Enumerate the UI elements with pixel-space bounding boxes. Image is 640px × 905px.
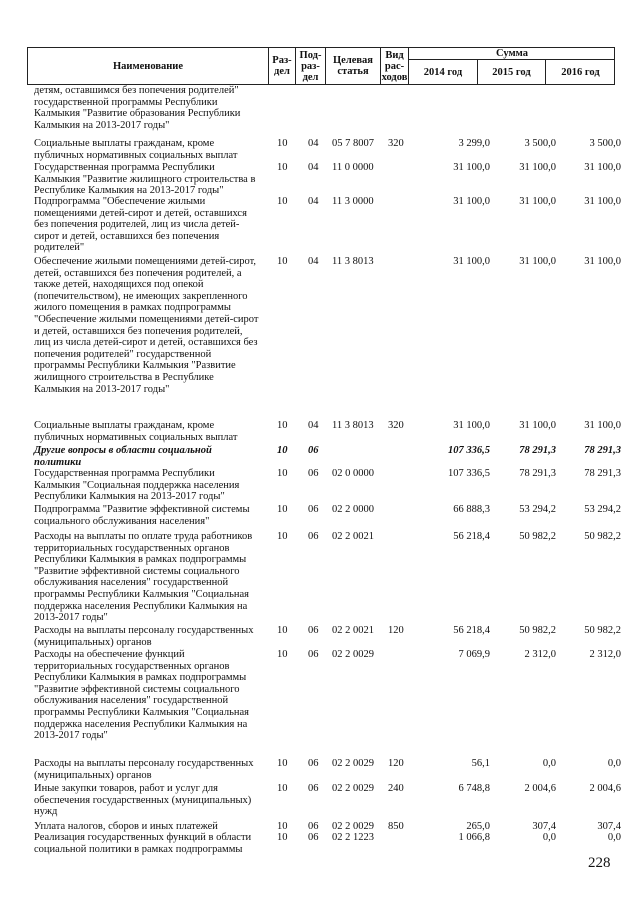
row-name: Обеспечение жилыми помещениями детей-сирот, детей, оставшихся без попечения родителей, а также детей, находящихся под опекой (попечительством), не имеющих закрепленного жилого помещения в рамках подпрограммы "Обеспечение жилыми помещениями детей-сирот и детей, оставшихся без попечения родителей, лиц из числа детей-сирот и детей, оставшихся без попечения родителей" государственной программы Республики Калмыкия "Развитие жилищного строительства в Республике Калмыкия на 2013-2017 годы" — [34, 256, 259, 395]
col-header-2016: 2016 год — [561, 66, 600, 78]
row-razdel: 10 — [277, 832, 288, 843]
row-name: Расходы на выплаты персоналу государственных (муниципальных) органов — [34, 625, 254, 648]
page-number: 228 — [588, 855, 611, 871]
row-sum-2016: 50 982,2 — [584, 531, 621, 542]
row-sum-2015: 2 004,6 — [524, 783, 556, 794]
row-sum-2015: 31 100,0 — [519, 162, 556, 173]
row-sum-2015: 3 500,0 — [524, 138, 556, 149]
row-sum-2014: 265,0 — [466, 821, 490, 832]
row-sum-2016: 2 312,0 — [589, 649, 621, 660]
row-sum-2015: 307,4 — [532, 821, 556, 832]
table-header — [27, 47, 615, 85]
row-vid: 240 — [388, 783, 404, 794]
row-sum-2014: 56 218,4 — [453, 531, 490, 542]
row-celevaya: 02 2 0021 — [332, 625, 374, 636]
row-vid: 320 — [388, 420, 404, 431]
row-sum-2015: 0,0 — [542, 758, 556, 769]
row-celevaya: 05 7 8007 — [332, 138, 374, 149]
row-celevaya: 02 2 0029 — [332, 758, 374, 769]
row-sum-2015: 31 100,0 — [519, 420, 556, 431]
row-name: Государственная программа Республики Калмыкия "Развитие жилищного строительства в Республике Калмыкия на 2013-2017 годы" — [34, 162, 256, 197]
row-podrazdel: 06 — [308, 445, 319, 456]
row-sum-2014: 6 748,8 — [458, 783, 490, 794]
row-sum-2015: 31 100,0 — [519, 256, 556, 267]
row-razdel: 10 — [277, 196, 288, 207]
row-sum-2016: 50 982,2 — [584, 625, 621, 636]
row-podrazdel: 06 — [308, 821, 319, 832]
row-sum-2016: 0,0 — [607, 758, 621, 769]
row-name: Расходы на выплаты персоналу государственных (муниципальных) органов — [34, 758, 254, 781]
row-razdel: 10 — [277, 256, 288, 267]
row-sum-2014: 31 100,0 — [453, 196, 490, 207]
row-sum-2015: 2 312,0 — [524, 649, 556, 660]
row-podrazdel: 06 — [308, 504, 319, 515]
row-podrazdel: 04 — [308, 138, 319, 149]
row-sum-2014: 56 218,4 — [453, 625, 490, 636]
row-sum-2014: 31 100,0 — [453, 256, 490, 267]
row-podrazdel: 04 — [308, 420, 319, 431]
row-podrazdel: 06 — [308, 758, 319, 769]
row-razdel: 10 — [277, 531, 288, 542]
row-name: Подпрограмма "Обеспечение жилыми помещениями детей-сирот и детей, оставшихся без попечения родителей, лиц из числа детей-сирот и детей, оставшихся без попечения родителей" — [34, 196, 247, 254]
row-sum-2014: 3 299,0 — [458, 138, 490, 149]
row-podrazdel: 06 — [308, 468, 319, 479]
col-header-2015: 2015 год — [478, 60, 546, 84]
row-podrazdel: 06 — [308, 531, 319, 542]
row-celevaya: 02 2 0021 — [332, 531, 374, 542]
row-name: Социальные выплаты гражданам, кроме публичных нормативных социальных выплат — [34, 138, 238, 161]
col-header-name: Наименование — [28, 48, 269, 84]
row-podrazdel: 04 — [308, 256, 319, 267]
row-sum-2014: 7 069,9 — [458, 649, 490, 660]
row-sum-2016: 31 100,0 — [584, 420, 621, 431]
row-podrazdel: 06 — [308, 649, 319, 660]
row-razdel: 10 — [277, 468, 288, 479]
row-celevaya: 11 3 8013 — [332, 256, 374, 267]
row-razdel: 10 — [277, 783, 288, 794]
row-celevaya: 02 2 1223 — [332, 832, 374, 843]
row-sum-2015: 50 982,2 — [519, 625, 556, 636]
row-name: Уплата налогов, сборов и иных платежей — [34, 821, 218, 832]
row-sum-2015: 53 294,2 — [519, 504, 556, 515]
row-sum-2016: 31 100,0 — [584, 196, 621, 207]
row-name: Расходы на выплаты по оплате труда работников территориальных государственных органов Республики Калмыкия в рамках подпрограммы "Развитие эффективной системы социального обслуживания населения" государственной программы Республики Калмыкия "Социальная поддержка населения Республики Калмыкия на 2013-2017 годы" — [34, 531, 253, 624]
row-podrazdel: 04 — [308, 196, 319, 207]
row-celevaya: 02 2 0000 — [332, 504, 374, 515]
row-sum-2015: 78 291,3 — [519, 468, 556, 479]
row-razdel: 10 — [277, 420, 288, 431]
row-sum-2015: 78 291,3 — [519, 445, 556, 456]
row-sum-2016: 307,4 — [597, 821, 621, 832]
row-sum-2014: 31 100,0 — [453, 162, 490, 173]
row-vid: 320 — [388, 138, 404, 149]
row-razdel: 10 — [277, 649, 288, 660]
row-sum-2016: 31 100,0 — [584, 162, 621, 173]
row-name: Другие вопросы в области социальной политики — [34, 445, 212, 468]
row-name: Социальные выплаты гражданам, кроме публичных нормативных социальных выплат — [34, 420, 238, 443]
col-header-podrazdel: Под- раз- дел — [296, 48, 326, 84]
col-header-summa: Сумма — [409, 48, 615, 60]
row-celevaya: 02 2 0029 — [332, 649, 374, 660]
row-sum-2016: 3 500,0 — [589, 138, 621, 149]
col-header-celevaya: Целевая статья — [326, 48, 381, 84]
row-sum-2014: 107 336,5 — [448, 468, 490, 479]
row-sum-2016: 2 004,6 — [589, 783, 621, 794]
col-header-razdel: Раз- дел — [269, 48, 296, 84]
row-podrazdel: 06 — [308, 625, 319, 636]
row-vid: 120 — [388, 758, 404, 769]
row-razdel: 10 — [277, 625, 288, 636]
row-podrazdel: 06 — [308, 783, 319, 794]
row-celevaya: 02 0 0000 — [332, 468, 374, 479]
row-sum-2016: 78 291,3 — [584, 445, 621, 456]
row-razdel: 10 — [277, 445, 288, 456]
row-sum-2015: 0,0 — [542, 832, 556, 843]
row-name: Реализация государственных функций в области социальной политики в рамках подпрограммы — [34, 832, 252, 855]
row-sum-2016: 31 100,0 — [584, 256, 621, 267]
row-sum-2014: 107 336,5 — [448, 445, 490, 456]
row-sum-2014: 31 100,0 — [453, 420, 490, 431]
row-name: детям, оставшимся без попечения родителей" государственной программы Республики Калмыкия "Развитие образования Республики Калмыкия на 2013-2017 годы" — [34, 85, 241, 131]
col-header-2014: 2014 год — [409, 60, 478, 84]
row-name: Государственная программа Республики Калмыкия "Социальная поддержка населения Республики Калмыкия на 2013-2017 годы" — [34, 468, 240, 503]
row-sum-2014: 66 888,3 — [453, 504, 490, 515]
row-sum-2014: 56,1 — [471, 758, 490, 769]
row-sum-2014: 1 066,8 — [458, 832, 490, 843]
row-name: Расходы на обеспечение функций территориальных государственных органов Республики Калмыкия в рамках подпрограммы "Развитие эффективной системы социального обслуживания населения" государственной программы Республики Калмыкия "Социальная поддержка населения Республики Калмыкия на 2013-2017 годы" — [34, 649, 250, 742]
row-vid: 850 — [388, 821, 404, 832]
col-header-vid: Вид рас- ходов — [381, 49, 408, 83]
row-sum-2016: 78 291,3 — [584, 468, 621, 479]
row-podrazdel: 06 — [308, 832, 319, 843]
row-sum-2016: 0,0 — [607, 832, 621, 843]
row-razdel: 10 — [277, 758, 288, 769]
row-celevaya: 02 2 0029 — [332, 783, 374, 794]
row-celevaya: 11 3 8013 — [332, 420, 374, 431]
row-razdel: 10 — [277, 821, 288, 832]
row-vid: 120 — [388, 625, 404, 636]
row-name: Подпрограмма "Развитие эффективной системы социального обслуживания населения" — [34, 504, 250, 527]
row-podrazdel: 04 — [308, 162, 319, 173]
row-razdel: 10 — [277, 138, 288, 149]
row-sum-2016: 53 294,2 — [584, 504, 621, 515]
row-celevaya: 11 0 0000 — [332, 162, 374, 173]
row-name: Иные закупки товаров, работ и услуг для обеспечения государственных (муниципальных) нужд — [34, 783, 252, 818]
row-razdel: 10 — [277, 162, 288, 173]
row-sum-2015: 31 100,0 — [519, 196, 556, 207]
row-sum-2015: 50 982,2 — [519, 531, 556, 542]
row-celevaya: 02 2 0029 — [332, 821, 374, 832]
row-razdel: 10 — [277, 504, 288, 515]
row-celevaya: 11 3 0000 — [332, 196, 374, 207]
